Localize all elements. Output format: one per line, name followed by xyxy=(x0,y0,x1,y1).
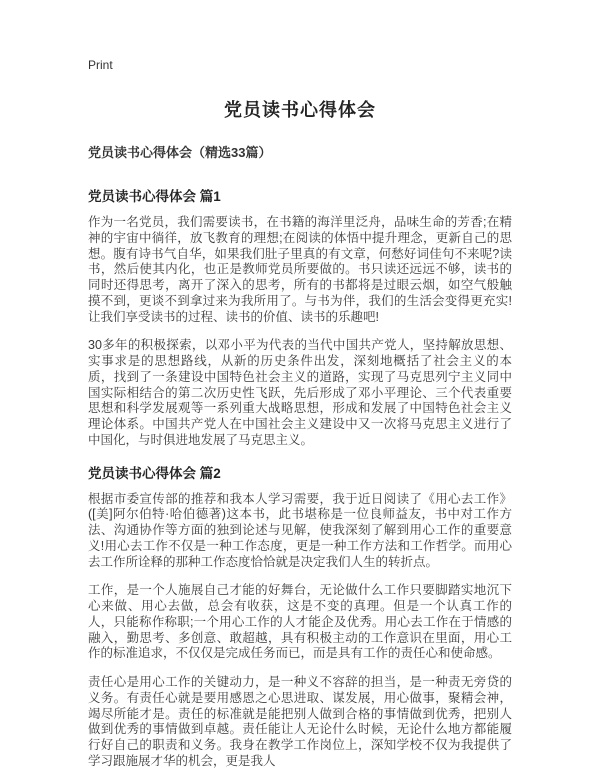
section-2-paragraph-1: 根据市委宣传部的推荐和我本人学习需要，我于近日阅读了《用心去工作》([美]阿尔伯特·哈伯德著)这本书，此书堪称是一位良师益友，书中对工作方法、沟通协作等方面的独到论述与见解，使我深刻了解到用心工作的重要意义!用心去工作不仅是一种工作态度，更是一种工作方法和工作哲学。而用心去工作所诠释的那种工作态度恰恰就是决定我们人生的转折点。 xyxy=(88,491,512,569)
page-title: 党员读书心得体会 xyxy=(224,100,376,120)
print-link[interactable]: Print xyxy=(88,58,113,72)
section-1-heading: 党员读书心得体会 篇1 xyxy=(88,189,221,204)
section-2-heading: 党员读书心得体会 篇2 xyxy=(88,465,221,481)
section-1-paragraph-1: 作为一名党员，我们需要读书，在书籍的海洋里泛舟，品味生命的芳香;在精神的宇宙中徜徉，放飞教育的理想;在阅读的体悟中提升理念，更新自己的思想。腹有诗书气自华，如果我们肚子里真的有文章，何愁好词佳句不来呢?读书，然后使其内化，也正是教师党员所要做的。书只读还远远不够，读书的同时还得思考，离开了深入的思考，所有的书都将是过眼云烟，如空气般触摸不到，更谈不到拿过来为我所用了。与书为伴，我们的生活会变得更充实!让我们享受读书的过程、读书的价值、读书的乐趣吧! xyxy=(88,215,512,324)
section-2-paragraph-3: 责任心是用心工作的关键动力，是一种义不容辞的担当，是一种责无旁贷的义务。有责任心就是要用感恩之心思进取、谋发展，用心做事，聚精会神，竭尽所能才是。责任的标准就是能把别人做到合格的事情做到优秀，把别人做到优秀的事情做到卓越。责任能让人无论什么时候，无论什么地方都能履行好自己的职责和义务。我身在教学工作岗位上，深知学校不仅为我提供了学习跟施展才华的机会，更是我人 xyxy=(88,675,512,768)
section-2-paragraph-2: 工作，是一个人施展自己才能的好舞台，无论做什么工作只要脚踏实地沉下心来做、用心去做，总会有收获，这是不变的真理。但是一个认真工作的人，只能称作称职;一个用心工作的人才能企及优秀。用心去工作在于情感的融入，勤思考、多创意、敢超越，具有积极主动的工作意识在里面，用心工作的标准追求，不仅仅是完成任务而已，而是具有工作的责任心和使命感。 xyxy=(88,583,512,661)
section-1 xyxy=(88,185,512,449)
section-1-paragraph-2: 30多年的积极探索，以邓小平为代表的当代中国共产党人，坚持解放思想、实事求是的思想路线，从新的历史条件出发，深刻地概括了社会主义的本质，找到了一条建设中国特色社会主义的道路，实现了马克思列宁主义同中国实际相结合的第二次历史性飞跃，先后形成了邓小平理论、三个代表重要思想和科学发展观等一系列重大战略思想，形成和发展了中国特色社会主义理论体系。中国共产党人在中国社会主义建设中又一次将马克思主义进行了中国化，与时俱进地发展了马克思主义。 xyxy=(88,338,512,447)
section-2 xyxy=(88,462,512,770)
doc-subtitle: 党员读书心得体会（精选33篇） xyxy=(88,145,272,160)
